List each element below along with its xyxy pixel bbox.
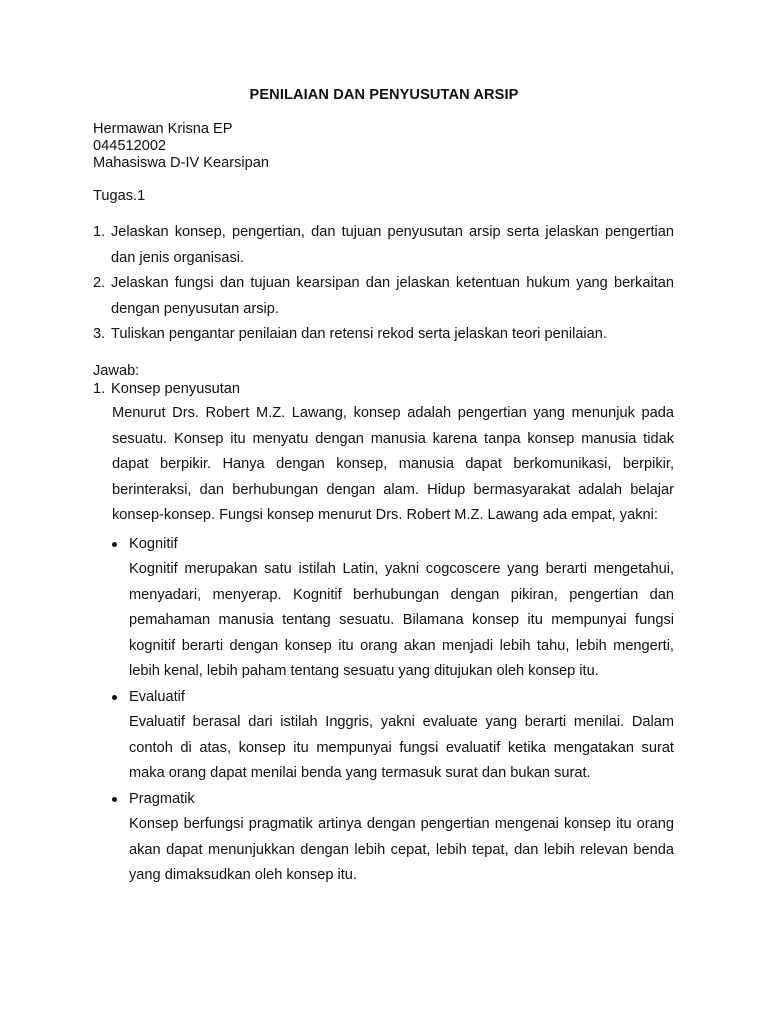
question-number: 2. bbox=[93, 275, 106, 291]
question-text: Jelaskan fungsi dan tujuan kearsipan dan jelaskan ketentuan hukum yang berkaitan dengan penyusutan arsip. bbox=[111, 275, 674, 317]
answer-number: 1. bbox=[93, 381, 106, 397]
question-text: Tuliskan pengantar penilaian dan retensi rekod serta jelaskan teori penilaian. bbox=[111, 326, 607, 342]
question-item bbox=[93, 322, 674, 348]
task-label: Tugas.1 bbox=[93, 188, 146, 204]
question-item bbox=[93, 271, 674, 322]
author-id: 044512002 bbox=[93, 138, 167, 154]
author-name: Hermawan Krisna EP bbox=[93, 121, 233, 137]
question-list bbox=[93, 220, 674, 348]
list-item bbox=[112, 532, 674, 685]
list-item bbox=[112, 685, 674, 787]
document-title: PENILAIAN DAN PENYUSUTAN ARSIP bbox=[249, 87, 519, 103]
bullet-icon bbox=[112, 542, 117, 547]
question-item bbox=[93, 220, 674, 271]
bullet-title: Evaluatif bbox=[129, 688, 185, 705]
bullet-title: Kognitif bbox=[129, 535, 178, 552]
bullet-title: Pragmatik bbox=[129, 790, 195, 807]
answer-heading-text: Konsep penyusutan bbox=[111, 381, 241, 397]
bullet-text: Konsep berfungsi pragmatik artinya dengan pengertian mengenai konsep itu orang akan dapat menunjukkan dengan lebih cepat, lebih tepat, dan lebih relevan benda yang dimaksudkan oleh konsep itu. bbox=[129, 816, 674, 883]
list-item bbox=[112, 787, 674, 889]
bullet-text: Evaluatif berasal dari istilah Inggris, yakni evaluate yang berarti menilai. Dalam contoh di atas, konsep itu mempunyai fungsi evaluatif ketika mengatakan surat maka orang dapat menilai benda yang termasuk surat dan bukan surat. bbox=[129, 714, 674, 781]
answer-intro-paragraph: Menurut Drs. Robert M.Z. Lawang, konsep adalah pengertian yang menunjuk pada sesuatu. Konsep itu menyatu dengan manusia karena tanpa konsep manusia tidak dapat berpikir. Hanya dengan konsep, manusia dapat berkomunikasi, berpikir, berinteraksi, dan berhubungan dengan alam. Hidup bermasyarakat adalah belajar konsep-konsep. Fungsi konsep menurut Drs. Robert M.Z. Lawang ada empat, yakni: bbox=[112, 405, 674, 523]
concept-function-list bbox=[93, 532, 674, 889]
bullet-text: Kognitif merupakan satu istilah Latin, yakni cogcoscere yang berarti mengetahui, menyadari, menyerap. Kognitif berhubungan dengan pikiran, pengertian dan pemahaman manusia tentang sesuatu. Bilamana konsep itu mempunyai fungsi kognitif berarti dengan konsep itu orang akan menjadi lebih tahu, lebih mengerti, lebih kenal, lebih paham tentang sesuatu yang ditujukan oleh konsep itu. bbox=[129, 561, 674, 679]
author-program: Mahasiswa D-IV Kearsipan bbox=[93, 155, 270, 171]
answer-heading bbox=[93, 381, 674, 398]
answer-section bbox=[93, 381, 674, 889]
question-number: 3. bbox=[93, 326, 106, 342]
answer-label: Jawab: bbox=[93, 363, 140, 379]
bullet-icon bbox=[112, 797, 117, 802]
question-number: 1. bbox=[93, 224, 106, 240]
author-block bbox=[93, 121, 269, 172]
question-text: Jelaskan konsep, pengertian, dan tujuan penyusutan arsip serta jelaskan pengertian dan jenis organisasi. bbox=[111, 224, 674, 266]
bullet-icon bbox=[112, 695, 117, 700]
